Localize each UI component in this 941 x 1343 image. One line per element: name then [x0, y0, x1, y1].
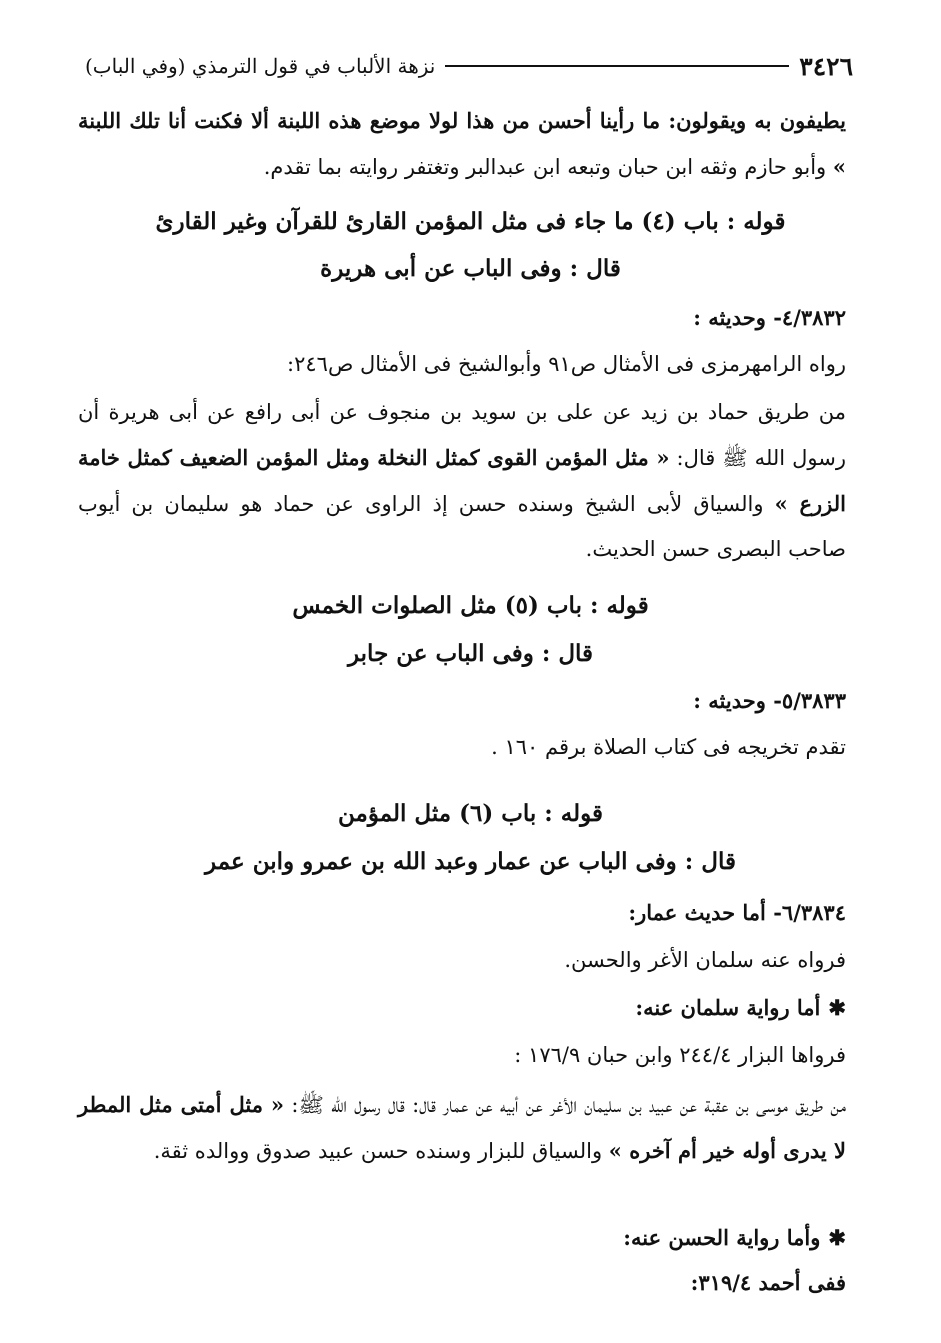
chapter6-qala: قال : وفى الباب عن عمار وعبد الله بن عمرو وابن عمر [205, 848, 736, 875]
chapter6-heading: قوله : باب (٦) مثل المؤمن [337, 800, 603, 827]
hadith3834-text [78, 1082, 846, 1174]
hadith3832-chain: من طريق حماد بن زيد عن على بن سويد بن منجوف عن أبى رافع عن أبى هريرة أن رسول الله ﷺ قال: [78, 400, 846, 470]
hadith3834-matn: « مثل أمتى مثل المطر لا يدرى أوله خير أم آخره » [78, 1092, 846, 1163]
hadith3832-grading: والسياق لأبى الشيخ وسنده حسن إذ الراوى عن حماد هو سليمان بن أيوب صاحب البصرى حسن الحديث. [78, 492, 846, 561]
running-title: نزهة الألباب في قول الترمذي (وفي الباب) [85, 54, 436, 78]
hadith3832-text [78, 390, 846, 572]
hadith3834-line1: فرواه عنه سلمان الأغر والحسن. [564, 948, 846, 972]
header-rule [445, 65, 789, 67]
chapter5-heading: قوله : باب (٥) مثل الصلوات الخمس [292, 592, 649, 619]
hadith3832-source: رواه الرامهرمزى فى الأمثال ص٩١ وأبوالشيخ فى الأمثال ص٢٤٦: [287, 352, 846, 376]
hadith3834-line3: ففى أحمد ٣١٩/٤: [690, 1270, 846, 1295]
hadith3832-number: ٤/٣٨٣٢- وحديثه : [693, 305, 846, 330]
hadith3834-grading: والسياق للبزار وسنده حسن عبيد صدوق ووالده ثقة. [153, 1139, 609, 1163]
chapter4-heading: قوله : باب (٤) ما جاء فى مثل المؤمن القارئ للقرآن وغير القارئ [155, 208, 786, 235]
chapter5-qala: قال : وفى الباب عن جابر [347, 640, 594, 667]
hadith3833-number: ٥/٣٨٣٣- وحديثه : [693, 688, 846, 713]
intro-quote: يطيفون به ويقولون: ما رأينا أحسن من هذا لولا موضع هذه اللبنة ألا فكنت أنا تلك اللبنة » [78, 108, 846, 179]
hadith3834-chain: من طريق موسى بن عقبة عن عبيد بن سليمان الأغر عن أبيه عن عمار قال: قال رسول الله ﷺ: [284, 1093, 846, 1117]
hadith3834-number: ٦/٣٨٣٤- أما حديث عمار: [628, 900, 846, 925]
intro-text: وأبو حازم وثقه ابن حبان وتبعه ابن عبدالبر وتغتفر روايته بما تقدم. [263, 155, 833, 179]
hadith3833-text: تقدم تخريجه فى كتاب الصلاة برقم ١٦٠ . [491, 735, 846, 759]
hadith3832-matn: « مثل المؤمن القوى كمثل النخلة ومثل المؤمن الضعيف كمثل خامة الزرع » [78, 445, 846, 516]
hadith3834-sub2: ✱ وأما رواية الحسن عنه: [78, 1225, 846, 1250]
chapter4-qala: قال : وفى الباب عن أبى هريرة [320, 255, 621, 282]
hadith3834-line2: فرواها البزار ٢٤٤/٤ وابن حبان ١٧٦/٩ : [514, 1043, 846, 1067]
page-number: ٣٤٢٦ [799, 51, 853, 81]
intro-paragraph [78, 98, 846, 190]
hadith3834-sub1: ✱ أما رواية سلمان عنه: [78, 995, 846, 1020]
page-header [85, 50, 853, 82]
